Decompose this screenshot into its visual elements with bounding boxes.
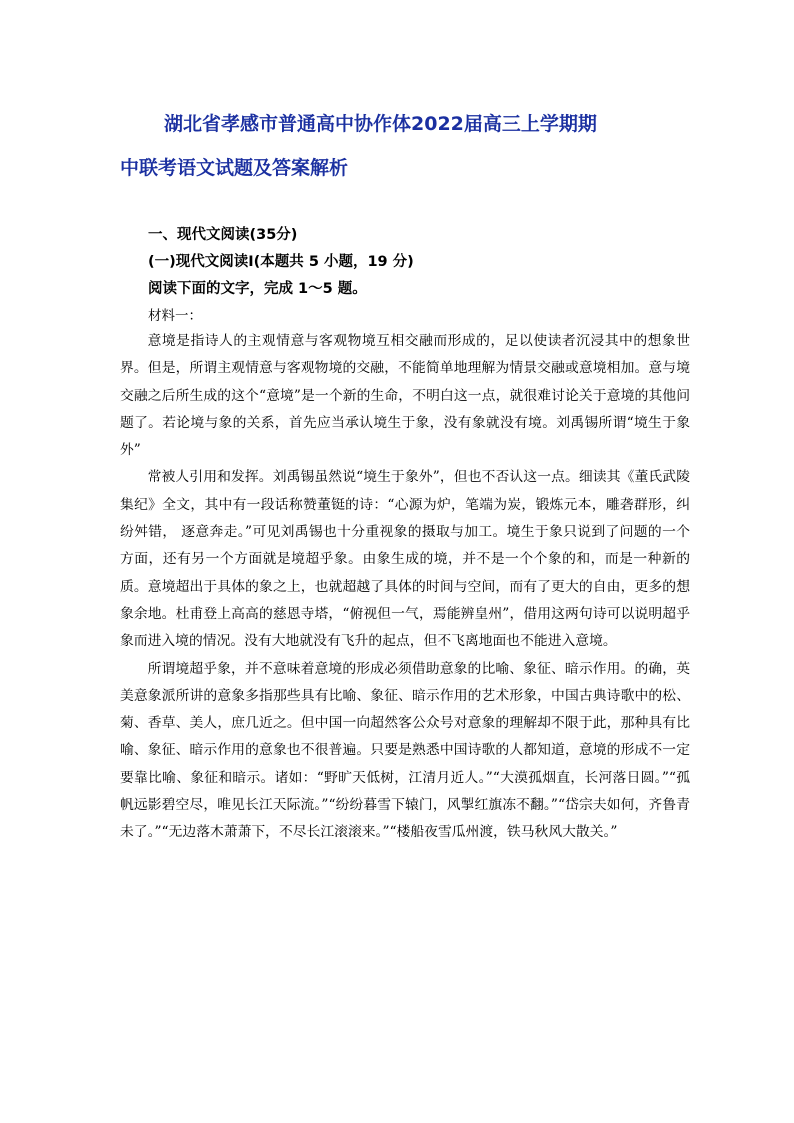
section-subheading: (一)现代文阅读Ⅰ(本题共 5 小题，19 分) [148,254,414,270]
title-line-1: 湖北省孝感市普通高中协作体2022届高三上学期期 [164,113,597,135]
document-title [120,102,700,190]
section-headings [148,222,708,330]
paragraph-1: 意境是指诗人的主观情意与客观物境互相交融而形成的，足以使读者沉浸其中的想象世界。但是，所谓主观情意与客观物境的交融，不能简单地理解为情景交融或意境相加。意与境交融之后所生成的这个“意境”是一个新的生命，不明白这一点，就很难讨论关于意境的其他问题了。若论境与象的关系，首先应当承认境生于象，没有象就没有境。刘禹锡所谓“境生于象外” [120,333,690,459]
paragraph-3: 所谓境超乎象，并不意味着意境的形成必须借助意象的比喻、象征、暗示作用。的确，英美意象派所讲的意象多指那些具有比喻、象征、暗示作用的艺术形象，中国古典诗歌中的松、菊、香草、美人，庶几近之。但中国一向超然客公众号对意象的理解却不限于此，那种具有比喻、象征、暗示作用的意象也不很普遍。只要是熟悉中国诗歌的人都知道，意境的形成不一定要靠比喻、象征和暗示。诸如：“野旷天低树，江清月近人。”“大漠孤烟直，长河落日圆。”“孤帆远影碧空尽，唯见长江天际流。”“纷纷暮雪下辕门，风掣红旗冻不翻。”“岱宗夫如何，齐鲁青未了。”“无边落木萧萧下，不尽长江滚滚来。”“楼船夜雪瓜州渡，铁马秋风大散关。” [120,660,690,841]
title-line-2: 中联考语文试题及答案解析 [120,157,349,179]
reading-instruction: 阅读下面的文字，完成 1～5 题。 [148,281,367,297]
paragraph-2: 常被人引用和发挥。刘禹锡虽然说“境生于象外”，但也不否认这一点。细读其《董氏武陵集纪》全文，其中有一段话称赞董铤的诗：“心源为炉，笔端为炭，锻炼元本，雕砻群形，纠纷舛错， 逐意奔走。”可见刘禹锡也十分重视象的摄取与加工。境生于象只说到了问题的一个方面，还有另一个方面就是境超乎象。由象生成的境，并不是一个个象的和，而是一种新的质。意境超出于具体的象之上，也就超越了具体的时间与空间，而有了更大的自由，更多的想象余地。杜甫登上高高的慈恩寺塔，“俯视但一气，焉能辨皇州”，借用这两句诗可以说明超乎象而进入境的情况。没有大地就没有飞升的起点，但不飞离地面也不能进入意境。 [120,469,690,650]
material-label: 材料一： [148,308,202,324]
passage-body [120,328,690,847]
section-heading: 一、现代文阅读(35分) [148,227,298,243]
